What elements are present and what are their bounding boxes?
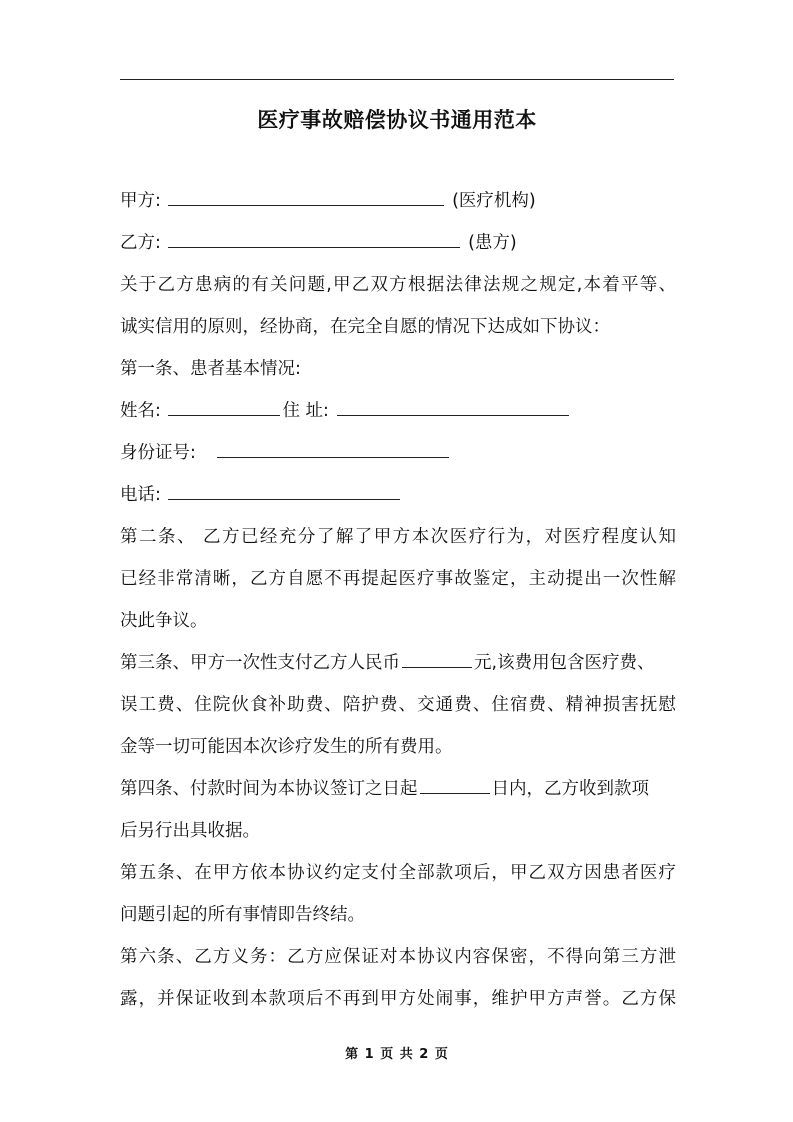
article2-line-1: 第二条、 乙方已经充分了解了甲方本次医疗行为，对医疗程度认知 <box>120 527 676 547</box>
article4-line-1 <box>120 768 676 810</box>
phone-label: 电话: <box>120 485 161 505</box>
article5-line-1: 第五条、在甲方依本协议约定支付全部款项后，甲乙双方因患者医疗 <box>120 863 676 883</box>
name-blank <box>168 401 280 416</box>
document-title: 医疗事故赔偿协议书通用范本 <box>257 108 537 132</box>
article2-line-2: 已经非常清晰，乙方自愿不再提起医疗事故鉴定，主动提出一次性解 <box>120 569 676 589</box>
id-label: 身份证号: <box>120 443 196 463</box>
party-a-blank <box>168 191 444 206</box>
article2-line-3: 决此争议。 <box>120 611 208 631</box>
id-blank <box>217 443 449 458</box>
preamble-line-2: 诚实信用的原则，经协商，在完全自愿的情况下达成如下协议： <box>120 317 610 337</box>
address-label: 住 址: <box>282 401 329 421</box>
header-rule <box>120 79 674 80</box>
article1-heading: 第一条、患者基本情况: <box>120 359 301 379</box>
party-a-line <box>120 180 676 222</box>
phone-blank <box>168 485 400 500</box>
article3-before: 第三条、甲方一次性支付乙方人民币 <box>120 653 400 673</box>
party-b-blank <box>168 233 460 248</box>
article4-before: 第四条、付款时间为本协议签订之日起 <box>120 779 418 799</box>
party-b-line <box>120 222 676 264</box>
phone-line <box>120 474 676 516</box>
party-b-label: 乙方: <box>120 233 161 253</box>
article6-line-2: 露，并保证收到本款项后不再到甲方处闹事，维护甲方声誉。乙方保 <box>120 989 676 1009</box>
page-footer: 第 1 页 共 2 页 <box>345 1047 449 1062</box>
name-address-line <box>120 390 676 432</box>
article4-after: 日内，乙方收到款项 <box>491 779 649 799</box>
amount-blank <box>402 653 472 668</box>
article3-after: 元,该费用包含医疗费、 <box>474 653 655 673</box>
id-line <box>120 432 676 474</box>
name-label: 姓名: <box>120 401 161 421</box>
preamble-line-1: 关于乙方患病的有关问题,甲乙双方根据法律法规之规定,本着平等、 <box>120 275 676 295</box>
days-blank <box>420 779 490 794</box>
article6-line-1: 第六条、乙方义务：乙方应保证对本协议内容保密，不得向第三方泄 <box>120 947 676 967</box>
article4-line-2: 后另行出具收据。 <box>120 821 260 841</box>
party-a-suffix: (医疗机构) <box>452 191 536 211</box>
article3-line-2: 误工费、住院伙食补助费、陪护费、交通费、住宿费、精神损害抚慰 <box>120 695 676 715</box>
party-b-suffix: (患方) <box>468 233 517 253</box>
article3-line-3: 金等一切可能因本次诊疗发生的所有费用。 <box>120 737 453 757</box>
party-a-label: 甲方: <box>120 191 161 211</box>
article3-line-1 <box>120 642 676 684</box>
address-blank <box>337 401 569 416</box>
document-body <box>120 180 676 1020</box>
article5-line-2: 问题引起的所有事情即告终结。 <box>120 905 365 925</box>
